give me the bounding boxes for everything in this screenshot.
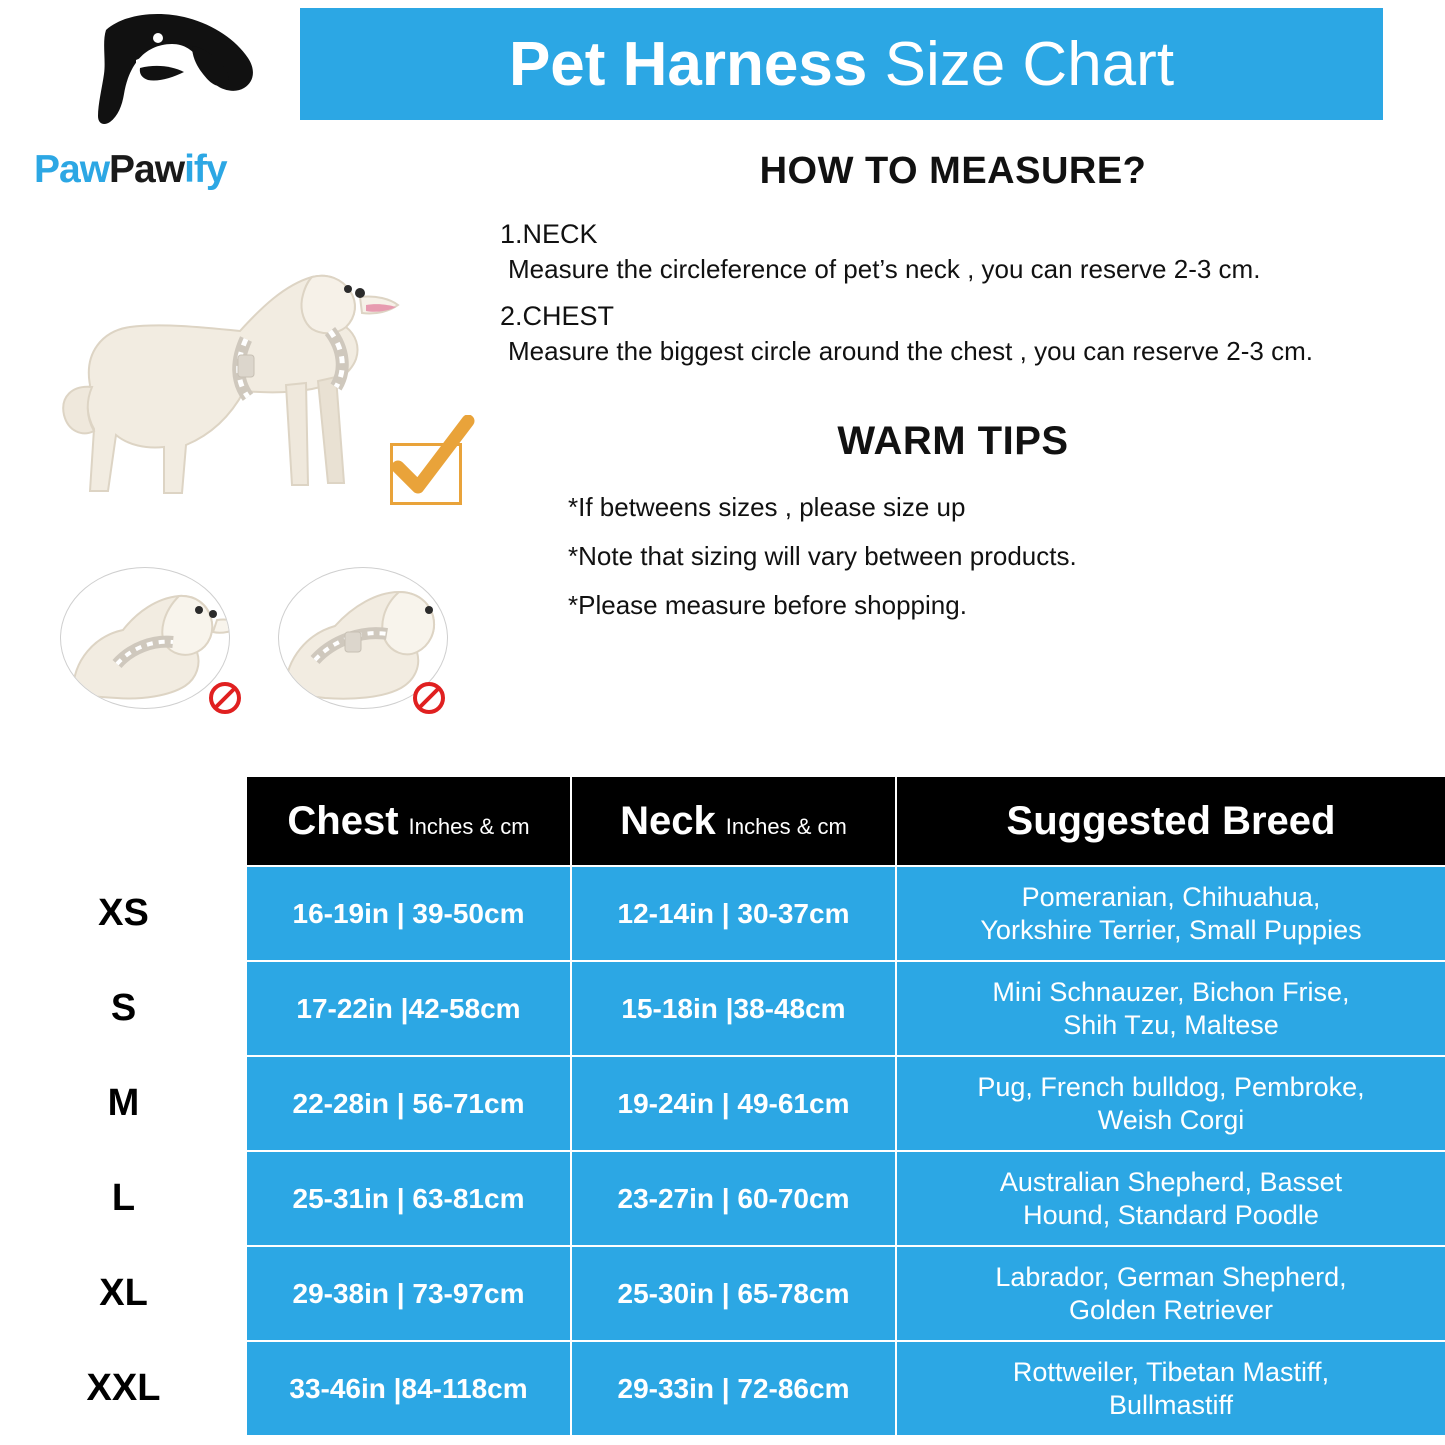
prohibited-icon — [208, 681, 242, 715]
how-to-measure-heading: HOW TO MEASURE? — [759, 150, 1147, 192]
table-row — [1, 1056, 1445, 1151]
row-breed-line1: Australian Shepherd, Basset — [999, 1166, 1343, 1197]
header-banner — [300, 8, 1383, 120]
row-size: M — [1, 1056, 246, 1151]
row-breed — [896, 1246, 1445, 1341]
row-size: XS — [1, 866, 246, 961]
brand-logo — [18, 10, 288, 200]
row-neck: 15-18in |38-48cm — [571, 961, 896, 1056]
header-neck-unit: Inches & cm — [725, 813, 847, 839]
row-size: XXL — [1, 1341, 246, 1436]
row-size: XL — [1, 1246, 246, 1341]
instructions-panel — [478, 150, 1428, 639]
table-header-row — [1, 776, 1445, 866]
dog-head-icon — [96, 12, 266, 132]
row-breed-line2: Golden Retriever — [1068, 1294, 1274, 1325]
row-breed-line2: Hound, Standard Poodle — [1023, 1199, 1319, 1230]
warm-tip-3: *Please measure before shopping. — [568, 590, 967, 620]
row-chest: 25-31in | 63-81cm — [246, 1151, 571, 1246]
fit-illustrations — [30, 215, 490, 735]
warm-tip-2: *Note that sizing will vary between products. — [568, 541, 1077, 571]
check-mark-icon — [386, 415, 476, 505]
header-neck — [571, 776, 896, 866]
warm-tips-heading: WARM TIPS — [837, 419, 1069, 463]
measure-step-2-text: Measure the biggest circle around the chest , you can reserve 2-3 cm. — [508, 336, 1313, 366]
measure-step-1-label: 1.NECK — [500, 219, 598, 249]
row-breed — [896, 961, 1445, 1056]
row-breed — [896, 1151, 1445, 1246]
warm-tip-1: *If betweens sizes , please size up — [568, 492, 966, 522]
brand-name-part2: Paw — [109, 148, 185, 191]
row-size: L — [1, 1151, 246, 1246]
row-neck: 19-24in | 49-61cm — [571, 1056, 896, 1151]
row-chest: 17-22in |42-58cm — [246, 961, 571, 1056]
row-neck: 23-27in | 60-70cm — [571, 1151, 896, 1246]
row-size: S — [1, 961, 246, 1056]
row-chest: 29-38in | 73-97cm — [246, 1246, 571, 1341]
row-neck: 29-33in | 72-86cm — [571, 1341, 896, 1436]
row-chest: 22-28in | 56-71cm — [246, 1056, 571, 1151]
header-chest — [246, 776, 571, 866]
header-breed — [896, 776, 1445, 866]
row-breed-line1: Mini Schnauzer, Bichon Frise, — [992, 976, 1350, 1007]
row-neck: 25-30in | 65-78cm — [571, 1246, 896, 1341]
page-title-bold: Pet Harness — [508, 29, 885, 99]
row-breed — [896, 1056, 1445, 1151]
table-row — [1, 961, 1445, 1056]
row-breed-line2: Bullmastiff — [1108, 1389, 1234, 1420]
row-breed-line2: Yorkshire Terrier, Small Puppies — [980, 914, 1362, 945]
brand-name-part3: ify — [184, 148, 227, 191]
measure-step-1-text: Measure the circleference of pet’s neck , you can reserve 2-3 cm. — [508, 254, 1261, 284]
size-chart-table — [0, 775, 1445, 1437]
prohibited-icon — [412, 681, 446, 715]
row-breed-line1: Labrador, German Shepherd, — [995, 1261, 1347, 1292]
row-breed-line1: Rottweiler, Tibetan Mastiff, — [1012, 1356, 1330, 1387]
row-neck: 12-14in | 30-37cm — [571, 866, 896, 961]
row-chest: 33-46in |84-118cm — [246, 1341, 571, 1436]
page-title — [509, 29, 1174, 100]
table-row — [1, 1341, 1445, 1436]
page-title-light: Size Chart — [884, 29, 1175, 99]
row-breed — [896, 866, 1445, 961]
row-breed-line1: Pug, French bulldog, Pembroke, — [977, 1071, 1365, 1102]
measure-step-2-label: 2.CHEST — [500, 301, 615, 331]
brand-name — [34, 148, 227, 192]
row-breed-line2: Weish Corgi — [1097, 1104, 1245, 1135]
header-breed-label: Suggested Breed — [1006, 798, 1336, 843]
row-chest: 16-19in | 39-50cm — [246, 866, 571, 961]
table-row — [1, 1151, 1445, 1246]
table-row — [1, 866, 1445, 961]
wrong-fit-photo-1 — [60, 567, 230, 709]
header-chest-label: Chest — [287, 798, 399, 843]
row-breed-line1: Pomeranian, Chihuahua, — [1021, 881, 1321, 912]
brand-name-part1: Paw — [34, 148, 110, 191]
correct-fit-photo — [60, 235, 420, 545]
row-breed — [896, 1341, 1445, 1436]
table-row — [1, 1246, 1445, 1341]
row-breed-line2: Shih Tzu, Maltese — [1063, 1009, 1279, 1040]
header-size — [1, 776, 246, 866]
header-neck-label: Neck — [620, 798, 716, 843]
header-chest-unit: Inches & cm — [408, 813, 530, 839]
